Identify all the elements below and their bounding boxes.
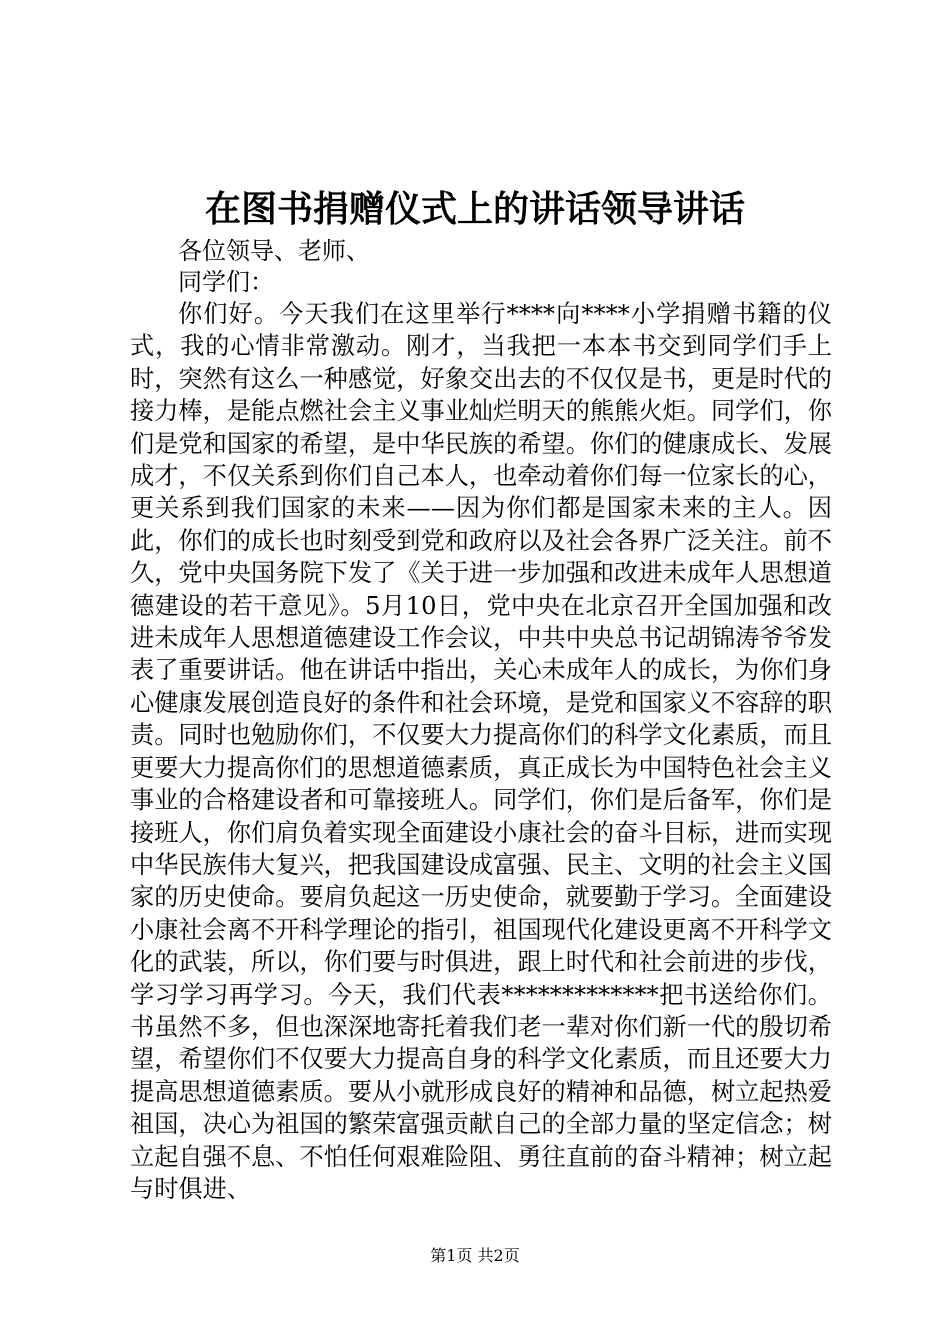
page-footer: 第1页 共2页 xyxy=(430,1246,520,1265)
salutation-line-2: 同学们： xyxy=(178,268,274,296)
document-title: 在图书捐赠仪式上的讲话领导讲话 xyxy=(204,188,745,230)
salutation-line-1: 各位领导、老师、 xyxy=(178,237,370,265)
speech-body-paragraph: 你们好。今天我们在这里举行****向****小学捐赠书籍的仪式，我的心情非常激动。刚才，当我把一本本书交到同学们手上时，突然有这么一种感觉，好象交出去的不仅仅是书，更是时代的接力棒，是能点燃社会主义事业灿烂明天的熊熊火炬。同学们，你们是党和国家的希望，是中华民族的希望。你们的健康成长、发展成才，不仅关系到你们自己本人，也牵动着你们每一位家长的心，更关系到我们国家的未来——因为你们都是国家未来的主人。因此，你们的成长也时刻受到党和政府以及社会各界广泛关注。前不久，党中央国务院下发了《关于进一步加强和改进未成年人思想道德建设的若干意见》。5月10日，党中央在北京召开全国加强和改进未成年人思想道德建设工作会议，中共中央总书记胡锦涛爷爷发表了重要讲话。他在讲话中指出，关心未成年人的成长，为你们身心健康发展创造良好的条件和社会环境，是党和国家义不容辞的职责。同时也勉励你们，不仅要大力提高你们的科学文化素质，而且更要大力提高你们的思想道德素质，真正成长为中国特色社会主义事业的合格建设者和可靠接班人。同学们，你们是后备军，你们是接班人，你们肩负着实现全面建设小康社会的奋斗目标，进而实现中华民族伟大复兴，把我国建设成富强、民主、文明的社会主义国家的历史使命。要肩负起这一历史使命，就要勤于学习。全面建设小康社会离不开科学理论的指引，祖国现代化建设更离不开科学文化的武装，所以，你们要与时俱进，跟上时代和社会前进的步伐，学习学习再学习。今天，我们代表*************把书送给你们。书虽然不多，但也深深地寄托着我们老一辈对你们新一代的殷切希望，希望你们不仅要大力提高自身的科学文化素质，而且还要大力提高思想道德素质。要从小就形成良好的精神和品德，树立起热爱祖国，决心为祖国的繁荣富强贡献自己的全部力量的坚定信念；树立起自强不息、不怕任何艰难险阻、勇往直前的奋斗精神；树立起与时俱进、 xyxy=(130,300,832,1203)
